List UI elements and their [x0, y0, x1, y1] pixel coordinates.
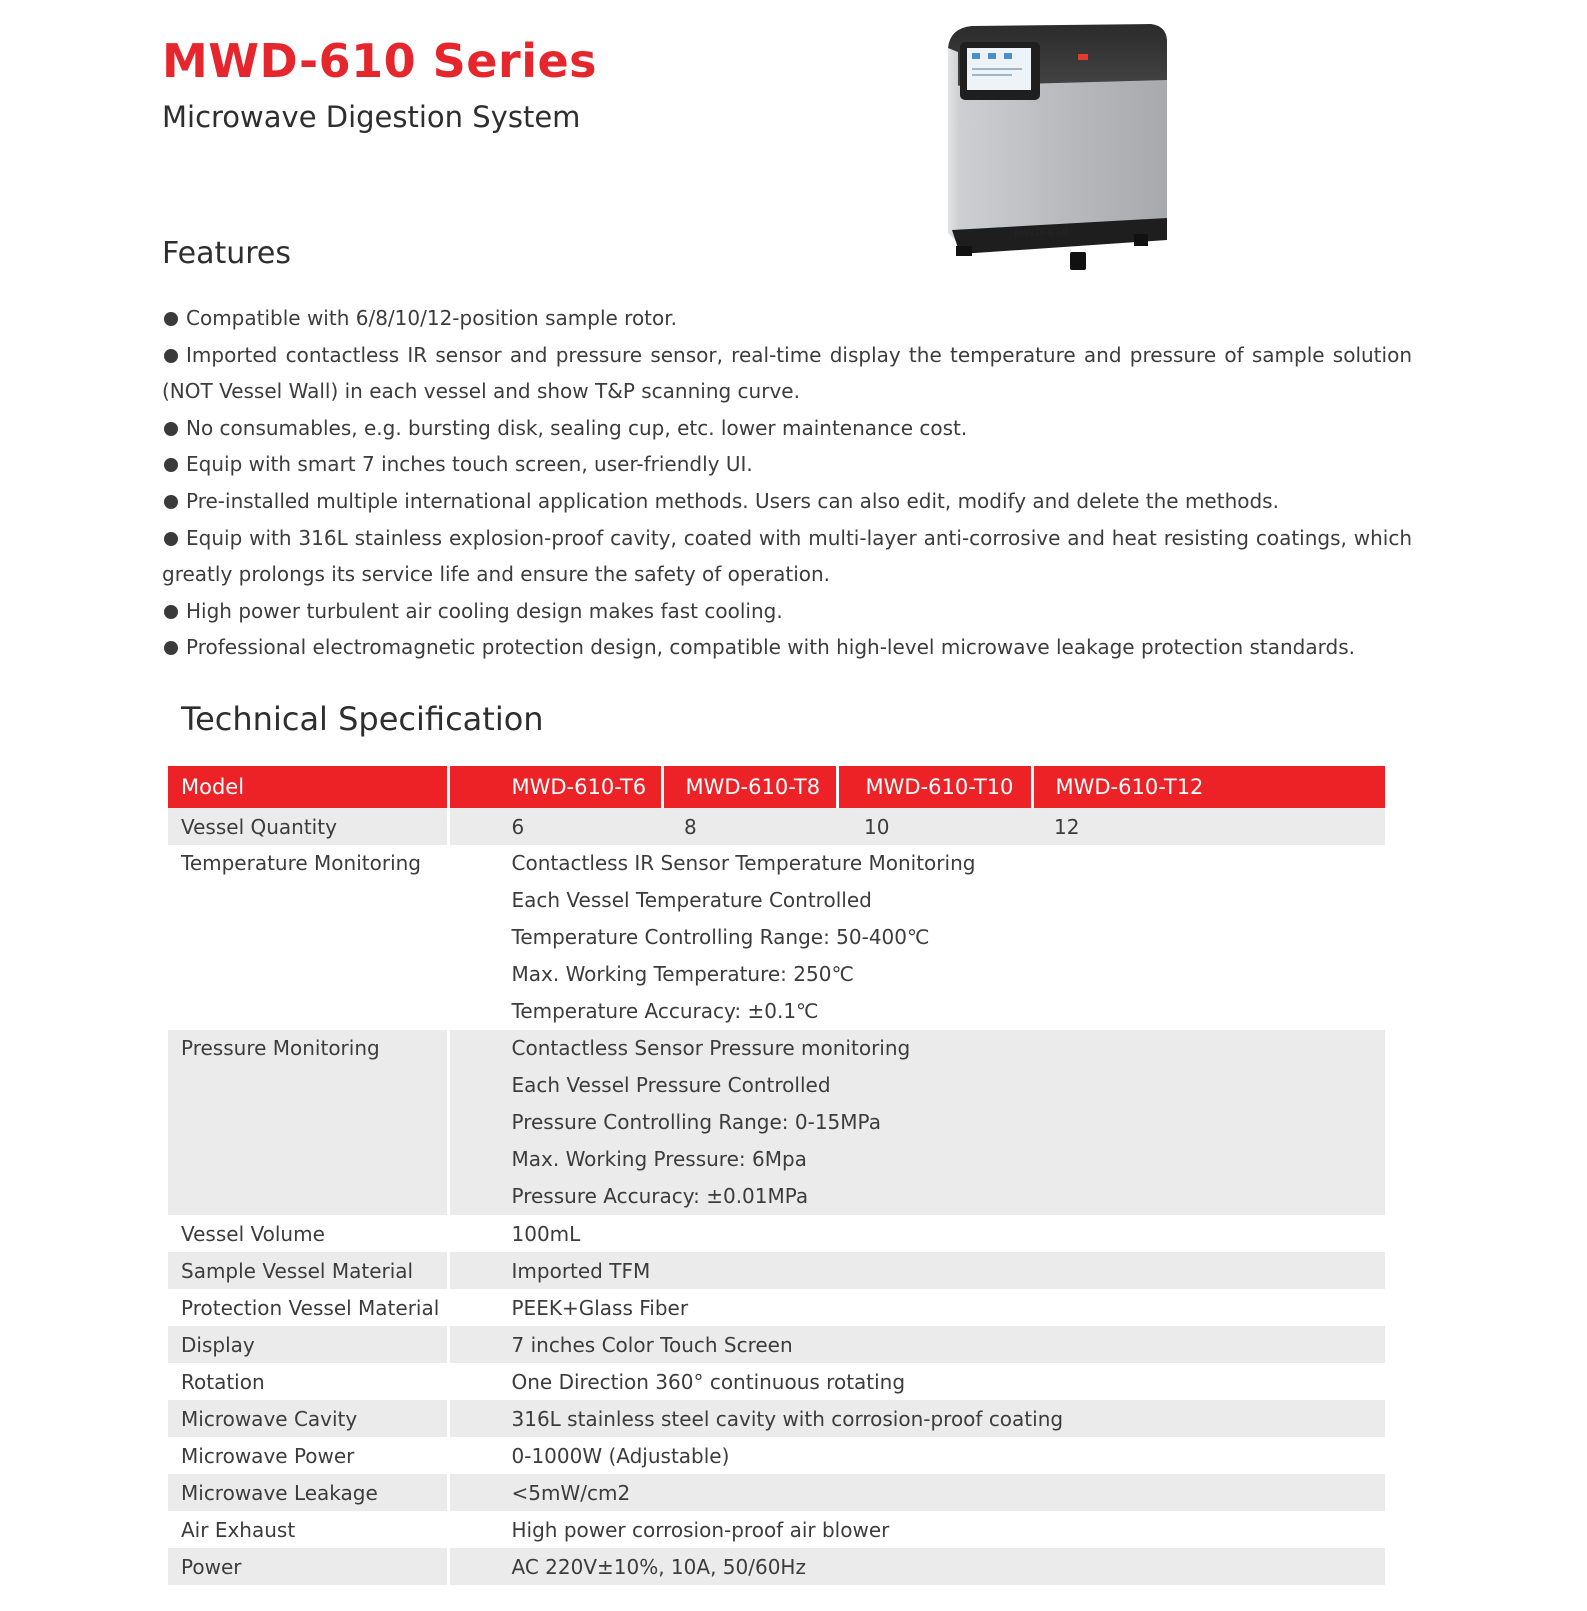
table-row — [168, 1363, 1385, 1400]
row-label: Air Exhaust — [168, 1511, 448, 1548]
column-header: MWD-610-T6 — [448, 766, 662, 808]
bullet-icon — [164, 312, 178, 326]
table-row — [168, 1548, 1385, 1585]
table-cell: High power corrosion-proof air blower — [511, 1517, 890, 1542]
table-cell: AC 220V±10%, 10A, 50/60Hz — [448, 1548, 1385, 1585]
list-item: Pre-installed multiple international application methods. Users can also edit, modify and delete the methods. — [162, 483, 1412, 520]
table-row — [168, 1326, 1385, 1363]
table-row — [168, 1252, 1385, 1289]
table-row — [168, 1400, 1385, 1437]
row-label: Vessel Quantity — [168, 808, 448, 845]
table-cell: 316L stainless steel cavity with corrosion-proof coating — [448, 1400, 1385, 1437]
bullet-icon — [164, 349, 178, 363]
features-list — [162, 300, 1412, 666]
spec-table — [168, 766, 1385, 1585]
row-label: Microwave Cavity — [168, 1400, 448, 1437]
row-label: Pressure Monitoring — [181, 1036, 380, 1060]
table-row — [168, 845, 1385, 1030]
row-label: Temperature Monitoring — [181, 851, 421, 875]
bullet-icon — [164, 495, 178, 509]
product-image — [936, 18, 1176, 278]
table-cell: PEEK+Glass Fiber — [511, 1295, 689, 1320]
bullet-icon — [164, 605, 178, 619]
column-header: MWD-610-T8 — [662, 766, 837, 808]
bullet-icon — [164, 422, 178, 436]
bullet-icon — [164, 458, 178, 472]
table-cell: One Direction 360° continuous rotating — [511, 1369, 906, 1394]
table-cell: 8 — [662, 808, 837, 845]
row-label: Sample Vessel Material — [168, 1252, 448, 1289]
list-item: Compatible with 6/8/10/12-position sample rotor. — [162, 300, 1412, 337]
table-header-row — [168, 766, 1385, 808]
bullet-icon — [164, 641, 178, 655]
row-label: Microwave Leakage — [168, 1474, 448, 1511]
table-row — [168, 1474, 1385, 1511]
list-item: High power turbulent air cooling design makes fast cooling. — [162, 593, 1412, 630]
list-item: Equip with smart 7 inches touch screen, user-friendly UI. — [162, 446, 1412, 483]
table-cell: Contactless Sensor Pressure monitoring Each Vessel Pressure Controlled Pressure Controlling Range: 0-15MPa Max. Working Pressure: 6Mpa Pressure Accuracy: ±0.01MPa — [448, 1030, 1385, 1215]
table-cell: 7 inches Color Touch Screen — [448, 1326, 1385, 1363]
table-cell: <5mW/cm2 — [448, 1474, 1385, 1511]
column-header-model: Model — [168, 766, 448, 808]
table-cell: 10 — [837, 808, 1032, 845]
table-row — [168, 1289, 1385, 1326]
table-row — [168, 808, 1385, 845]
row-label: Vessel Volume — [168, 1215, 448, 1252]
page-title: MWD-610 Series — [162, 34, 598, 88]
column-header: MWD-610-T10 — [837, 766, 1032, 808]
spec-heading: Technical Specification — [181, 700, 544, 738]
table-cell: 12 — [1032, 808, 1385, 845]
table-cell: Contactless IR Sensor Temperature Monitoring Each Vessel Temperature Controlled Temperature Controlling Range: 50-400℃ Max. Working Temperature: 250℃ Temperature Accuracy: ±0.1℃ — [511, 851, 976, 1023]
list-item: No consumables, e.g. bursting disk, sealing cup, etc. lower maintenance cost. — [162, 410, 1412, 447]
list-item: Imported contactless IR sensor and pressure sensor, real-time display the temperature and pressure of sample solution (NOT Vessel Wall) in each vessel and show T&P scanning curve. — [162, 342, 1412, 404]
table-row — [168, 1030, 1385, 1215]
row-label: Display — [168, 1326, 448, 1363]
row-label: Power — [168, 1548, 448, 1585]
column-header: MWD-610-T12 — [1032, 766, 1385, 808]
table-cell: 6 — [448, 808, 662, 845]
row-label: Rotation — [168, 1363, 448, 1400]
table-cell: 0-1000W (Adjustable) — [511, 1443, 730, 1468]
list-item: Professional electromagnetic protection design, compatible with high-level microwave leakage protection standards. — [162, 629, 1412, 666]
list-item: Equip with 316L stainless explosion-proof cavity, coated with multi-layer anti-corrosive and heat resisting coatings, which greatly prolongs its service life and ensure the safety of operation. — [162, 525, 1412, 587]
page-subtitle: Microwave Digestion System — [162, 100, 581, 134]
table-cell: 100mL — [511, 1221, 581, 1246]
table-cell: Imported TFM — [448, 1252, 1385, 1289]
table-row — [168, 1215, 1385, 1252]
table-row — [168, 1437, 1385, 1474]
table-row — [168, 1511, 1385, 1548]
features-heading: Features — [162, 236, 291, 271]
bullet-icon — [164, 532, 178, 546]
product-label: MWD-610 — [1013, 226, 1069, 241]
row-label: Microwave Power — [168, 1437, 448, 1474]
row-label: Protection Vessel Material — [168, 1289, 448, 1326]
